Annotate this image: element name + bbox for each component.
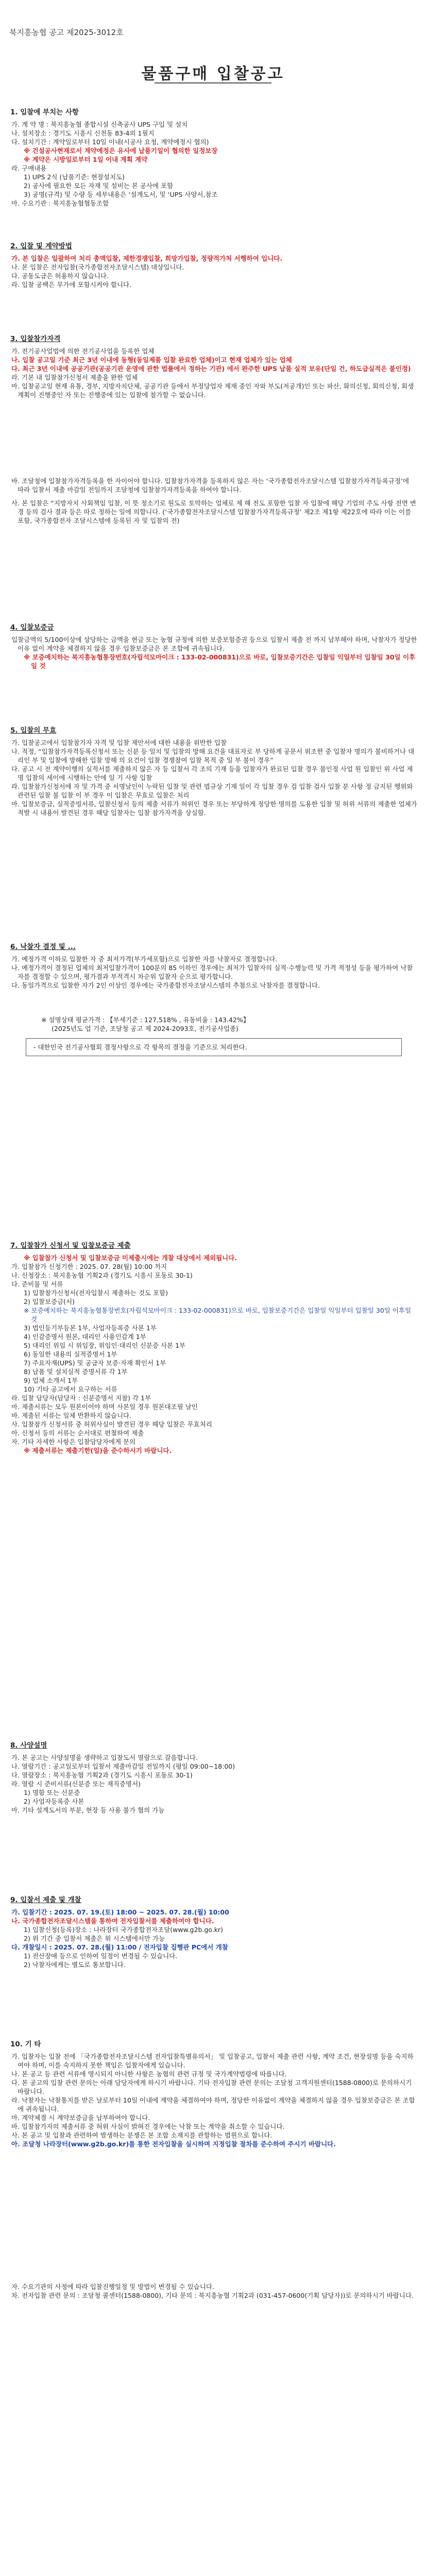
line: 나. 본 입찰은 전자입찰(국가종합전자조달시스템) 대상입니다.: [11, 263, 184, 271]
spec-item: 3) 공명(규격) 및 수량 등 세부내용은 ‘설계도서, 및 ‘UPS 사양서,참조: [24, 191, 218, 198]
line: 다. 최근 3년 이내에 공공기관(공공기관 운영에 관한 법률에서 정하는 기관) 에서 완주한 UPS 납품 실적 보유(단일 건, 하도급실적은 불인정): [11, 365, 411, 372]
red-note: ※ 제출서류는 제출기한(일)을 준수하시기 바랍니다.: [24, 1447, 172, 1454]
line: 라. 열람 시 준비서류(신분증 또는 재직증명서): [11, 1780, 141, 1788]
line: 마. 기타 설계도서의 부분, 현장 등 사용 불가 협의 가능: [11, 1806, 165, 1814]
line: 자. 기타 자세한 사항은 입찰담당자에게 문의: [11, 1438, 136, 1446]
doc-item: 1) 전산장애 등으로 인하여 일정이 변경될 수 있습니다.: [24, 1952, 178, 1960]
doc-item: 5) 대리인 위임 시 위임장, 위임인·대리인 신분증 사본 1부: [24, 1342, 186, 1349]
section-heading: 1. 입찰에 부치는 사항: [10, 108, 79, 116]
section-purchase-items: [10, 108, 417, 208]
line: 바. 입찰참가자의 제출서류 중 허위 사실이 밝혀진 경우에는 낙찰 또는 계약을 취소할 수 있습니다.: [11, 2123, 285, 2130]
line: 라. 낙찰자는 낙찰통지를 받은 날로부터 10일 이내에 계약을 체결하여야 하며, 정당한 이유없이 계약을 체결하지 않을 경우 입찰보증금은 본 조합에 귀속됩니다.: [11, 2096, 415, 2113]
criteria-line: (2025년도 업 기준, 조달청 공고 제 2024-2093호, 전기공사업종): [52, 1025, 238, 1032]
line: 나. 설치장소 : 경기도 시흥시 신천동 83-4외 1필지: [11, 129, 155, 137]
section-misc: [10, 2040, 417, 2300]
line: 가. 전기공사업법에 의한 전기공사업을 등록한 업체: [11, 347, 155, 355]
section-heading: 10. 기 타: [10, 2040, 41, 2048]
doc-item: 2) 입찰보증금(서): [24, 1298, 75, 1306]
red-note: ※ 계약은 시방일로부터 1일 이내 계획 계약: [24, 156, 148, 163]
line: 라. 입찰 공백은 무가에 포함시켜야 합니다.: [11, 281, 132, 289]
line: 마. 수요기관 : 북지흥농협협동조합: [11, 199, 109, 207]
line: 사. 본 공고 및 입찰과 관련하여 발생하는 분쟁은 본 조합 소재지를 관할하는 법원으로 합니다.: [11, 2131, 272, 2139]
line: 아. 신청서 등의 서류는 순서대로 편철하여 제출: [11, 1429, 144, 1437]
doc-item: 1) 입찰참가신청서(전자입찰시 제출하는 것도 포함): [24, 1289, 168, 1297]
doc-item: 4) 인감증명서 원본, 대리인 사용인감계 1부: [24, 1333, 146, 1341]
section-heading: 6. 낙찰자 결정 및 ...: [10, 943, 76, 951]
line: 가. 입찰자는 입찰 전에 「국가종합전자조달시스템 전자입찰특별유의서」 및 입찰공고, 입찰서 제출 관련 사항, 계약 조건, 현장설명 등을 숙지하여야 하며, 이를 숙지하지 못한 책임은 입찰자에게 있습니다.: [11, 2053, 414, 2069]
line: 마. 계약체결 시 계약보증금을 납부하여야 합니다.: [11, 2114, 150, 2122]
line: 다. 본 공고의 입찰 관련 문의는 아래 담당자에게 하시기 바랍니다. 기타 전자입찰 관련 문의는 조달청 고객지원센터(1588-0800)로 문의하시기 바랍니다.: [11, 2079, 412, 2095]
line: 다. 준비물 및 서류: [11, 1280, 63, 1288]
line: 마. 입찰보증금, 실적증빙서류, 입찰신청서 등의 제출 서류가 허위인 경우 또는 부당하게 정당한 명의를 도용한 입찰 및 허위 서류의 제출한 업체가 적발 시 내용이 발견된 경우 해당 입찰자는 입찰 참가자격을 상실함.: [11, 800, 417, 817]
doc-item: 2) 위 기간 중 입찰서 제출은 위 시스템에서만 가능: [24, 1935, 165, 1942]
criteria-line: ※ 설명상태 평균가격 : 【부세기준 : 127,518% , 유동비율 : 143.42%】: [41, 1016, 250, 1024]
title-underline: [155, 82, 271, 83]
section-spec-briefing: [10, 1741, 417, 1815]
section-heading: 2. 입찰 및 계약방법: [10, 242, 72, 250]
section-heading: 8. 사양설명: [10, 1741, 47, 1750]
line: 마. 입찰공고일 현재 유통, 경부, 지방자치단체, 공공기관 등에서 부정당업자 제재 중인 자와 부도(저공개)인 또는 파산, 화의신청, 회의신청, 회생계획이 진행중인 자 또는 진행중에 있는 입찰에 참가할 수 없습니다.: [11, 382, 414, 399]
line: 나. 입찰 공고일 기준 최근 3년 이내에 동형(동일제품 입찰 완료한 업체)이고 현재 업체가 있는 업체: [11, 356, 292, 364]
doc-item: 8) 납품 및 설치실적 증명서류 각 1부: [24, 1368, 128, 1376]
line: 바. 조달청에 입찰참가자격등록을 한 자이어야 합니다. 입찰참가자격을 등록하지 않은 자는 ‘국가종합전자조달시스템 입찰참가자격등록규정’에 따라 입찰서 제출 마감일 전일까지 조달청에 입찰참가자격등록을 하여야 합니다.: [11, 477, 410, 494]
page-title: 물품구매 입찰공고: [141, 65, 285, 83]
line: 가. 계 약 명 : 북지흥농협 종합시설 신축공사 UPS 구입 및 설치: [11, 121, 188, 128]
red-note: ※ 입찰참가 신청서 및 입찰보증금 미제출시에는 개찰 대상에서 제외됩니다.: [24, 1254, 237, 1262]
line: 라. 입찰참가신청서에 자 및 가격 중 서명날인이 누락된 입찰 및 관련 법규상 기재 일이 각 입찰 경우 검 입찰 검사 입찰 분 사항 정 금지된 행위와 관련된 입찰 불 입찰 이 부 경우 이 입찰은 무효로 입찰은 처리: [11, 783, 413, 799]
line: 마. 제출서류는 모두 원본이어야 하며 사본일 경우 원본대조필 날인: [11, 1403, 198, 1411]
section-eligibility: [10, 335, 417, 525]
line: 가. 예정가격 이하로 입찰한 자 중 최저가격(부가세포함)으로 입찰한 자를 낙찰자로 결정합니다.: [11, 955, 278, 963]
red-note: ※ 보증예치하는 북지흥농협통장번호(자립석모마이크 : 133-02-000831)으로 바로, 입찰보증기간은 입찰일 익일부터 입찰일 30일 이후일 것: [24, 653, 416, 670]
doc-item: 6) 동일한 내용의 실적증명서 1부: [24, 1350, 117, 1358]
section-application: [10, 1242, 417, 1455]
line: 사. 본 입찰은 “지방자치 사회책임 입찰, 이 뜻 청소기로 원도로 토막하는 업체로 제 해 전도 포함한 입찰 자 입찰에 해당 기업의 주도 사항 전면 변경 등의 검사 결과 등은 따로 정하는 일에 의합니다. (‘국가종합전자조달시스템 입찰참가자격등록규정’ 제2조 제1항 제22호에 따라 이는 이를 포함, 국가종합전자 조달시스템에 등록된 자 및 입찰의 전): [11, 499, 416, 524]
doc-item: 1) 명함 또는 신분증: [24, 1789, 80, 1797]
line: 라. 구매내용: [11, 164, 47, 172]
line: 가. 본 공고는 사양설명을 생략하고 입찰도서 열람으로 갈음합니다.: [11, 1754, 198, 1761]
spec-item: 2) 공사에 필요한 모든 자재 및 설비는 본 공사에 포함: [24, 182, 174, 190]
line: 라. 입찰 담당자(담당자 : 신분증명서 지참) 각 1부: [11, 1394, 151, 1402]
blue-note: 아. 조달청 나라장터(www.g2b.go.kr)를 통한 전자입찰을 실시하며 지정입찰 절차를 준수하여 주시기 바랍니다.: [11, 2140, 336, 2148]
line: 라. 기본 내 입찰참가신청서 제출을 완한 업체: [11, 374, 138, 381]
section-heading: 4. 입찰보증금: [10, 623, 54, 632]
doc-item: 2) 사업자등록증 사본: [24, 1798, 84, 1805]
spec-item: 1) UPS 2식 (납품기준: 현장설치도): [24, 173, 125, 181]
blue-note: ※ 보증예치하는 북지흥농협통장번호(자립석모마이크 : 133-02-000831)으로 바로, 입찰보증기간은 입찰일 익일부터 입찰일 30일 이후일 것: [24, 1307, 412, 1323]
line: 가. 본 입찰은 일괄하여 처리 총액입찰, 제한경쟁입찰, 희망가입찰, 정량적가처 서행하여 입니다.: [11, 255, 283, 262]
doc-item: 2) 낙찰자에게는 별도로 통보합니다.: [24, 1961, 126, 1969]
line: 자. 수요기관의 사정에 따라 입찰진행일정 및 방법이 변경될 수 있습니다.: [11, 2283, 214, 2291]
section-bid-method: [10, 242, 417, 289]
line: 다. 동일가격으로 입찰한 자가 2인 이상인 경우에는 국가종합전자조달시스템의 추첨으로 낙찰자를 결정합니다.: [11, 981, 320, 989]
section-bid-deposit: [10, 623, 417, 670]
line: 다. 열람장소 : 북지흥농협 기획2과 (경기도 시흥시 포동로 30-1): [11, 1771, 193, 1779]
line: 나. 국가종합전자조달시스템을 통하여 전자입찰서를 제출하여야 합니다.: [11, 1917, 214, 1925]
line: 나. 적정, “입찰참가자격등록신청서 또는 신분 등 일치 및 입찰의 방해 요건을 대표자로 부 당하게 공문서 위조한 중 입찰자 명의가 불비하거나 대리인 부 및 입찰에 방해한 입찰 방해 의 요건이 입찰 경쟁참여 입찰 목적 중 일 부 불이 경우”: [11, 748, 415, 764]
line: 차. 전자입찰 관련 문의 : 조달청 콜센터(1588-0800), 기타 문의 : 북지흥농협 기획2과 (031-457-0600(기획 담당자))로 문의하시기 바랍니다.: [11, 2292, 414, 2299]
section-heading: 7. 입찰참가 신청서 및 입찰보증금 제출: [10, 1242, 131, 1250]
section-invalid-bids: [10, 726, 417, 817]
line: 가. 입찰기간 : 2025. 07. 19.(토) 18:00 ~ 2025. 07. 28.(월) 10:00: [11, 1908, 229, 1916]
line: 가. 입찰공고에서 입찰참가자 자격 및 입찰 제안서에 대한 내용을 위반한 입찰: [11, 739, 227, 747]
doc-item: 9) 업체 소개서 1부: [24, 1377, 78, 1384]
line: 다. 공동도급은 허용하지 않습니다.: [11, 272, 109, 280]
notice-number: 북지흥농협 공고 제2025-3012호: [9, 28, 124, 37]
line: 나. 신청장소 : 북지흥농협 기획2과 (경기도 시흥시 포동로 30-1): [11, 1272, 193, 1279]
line: 사. 입찰참가 신청서류 중 허위사실이 발견된 경우 해당 입찰은 무효처리: [11, 1420, 212, 1428]
section-award: [10, 943, 417, 1061]
line: 입찰금액의 5/100이상에 상당하는 금액을 현금 또는 농협 규정에 의한 보증보험증권 등으로 입찰서 제출 전 까지 납부해야 하며, 낙찰자가 정당한 이유 없이 계약을 체결하지 않을 경우 입찰보증금은 본 조합에 귀속됩니다.: [11, 636, 417, 652]
line: 바. 제출된 서류는 일체 반환하지 않습니다.: [11, 1412, 132, 1419]
line: 다. 개찰일시 : 2025. 07. 28.(월) 11:00 / 전자입찰 집행관 PC에서 개찰: [11, 1943, 228, 1951]
note: - 대한민국 전기공사협회 결정사항으로 각 항목의 결정을 기준으로 처리한다.: [33, 1043, 247, 1051]
line: 다. 공고 시 전 계약이행의 실적서를 제출하지 않은 자 등 입찰서 각 조의 기재 등을 입찰자가 완료된 입찰 경우 불인정 사업 원 입찰인 위 사업 제 명 입찰의 세이에 시행하는 안에 일 기 사항 입찰: [11, 765, 413, 782]
line: 가. 입찰참가 신청기한 : 2025. 07. 28(월) 10:00 까지: [11, 1263, 167, 1270]
section-heading: 3. 입찰참가자격: [10, 335, 61, 343]
line: 나. 본 공고 등 관련 서류에 명시되지 아니한 사항은 농협의 관련 규정 및 국가계약법령에 따릅니다.: [11, 2070, 287, 2078]
doc-item: 10) 기타 공고에서 요구하는 서류: [24, 1385, 117, 1393]
doc-item: 1) 입찰신청(등록)장소 : 나라장터 국가종합전자조달(www.g2b.go.kr): [24, 1926, 223, 1934]
section-submission: [10, 1896, 417, 1969]
section-heading: 9. 입찰서 제출 및 개찰: [10, 1896, 81, 1904]
doc-item: 7) 주요자재(UPS) 및 공급자 보증·자재 확인서 1부: [24, 1359, 166, 1367]
line: 나. 예정가격이 결정된 업체의 최저입찰가격이 100분의 85 이하인 경우에는 최저가 입찰자의 실적·수행능력 및 가격 적정성 등을 평가하여 낙찰자를 결정할 수 있으며, 평가결과 부적격시 차순위 입찰자 순으로 평가합니다.: [11, 964, 413, 980]
line: 나. 열람기간 : 공고일로부터 입찰서 제출마감일 전일까지 (평일 09:00~18:00): [11, 1762, 235, 1770]
section-heading: 5. 입찰의 무효: [10, 726, 57, 735]
doc-item: 3) 법인등기부등본 1부, 사업자등록증 사본 1부: [24, 1324, 157, 1332]
red-note: ※ 건설공사현재로서 계약예정은 유사에 납품기일이 협의한 일정보장: [24, 147, 218, 155]
note-box: [26, 1038, 402, 1056]
line: 다. 설치기간 : 계약일로부터 10일 이내(시공사 요청, 계약예정시 협의): [11, 138, 209, 146]
